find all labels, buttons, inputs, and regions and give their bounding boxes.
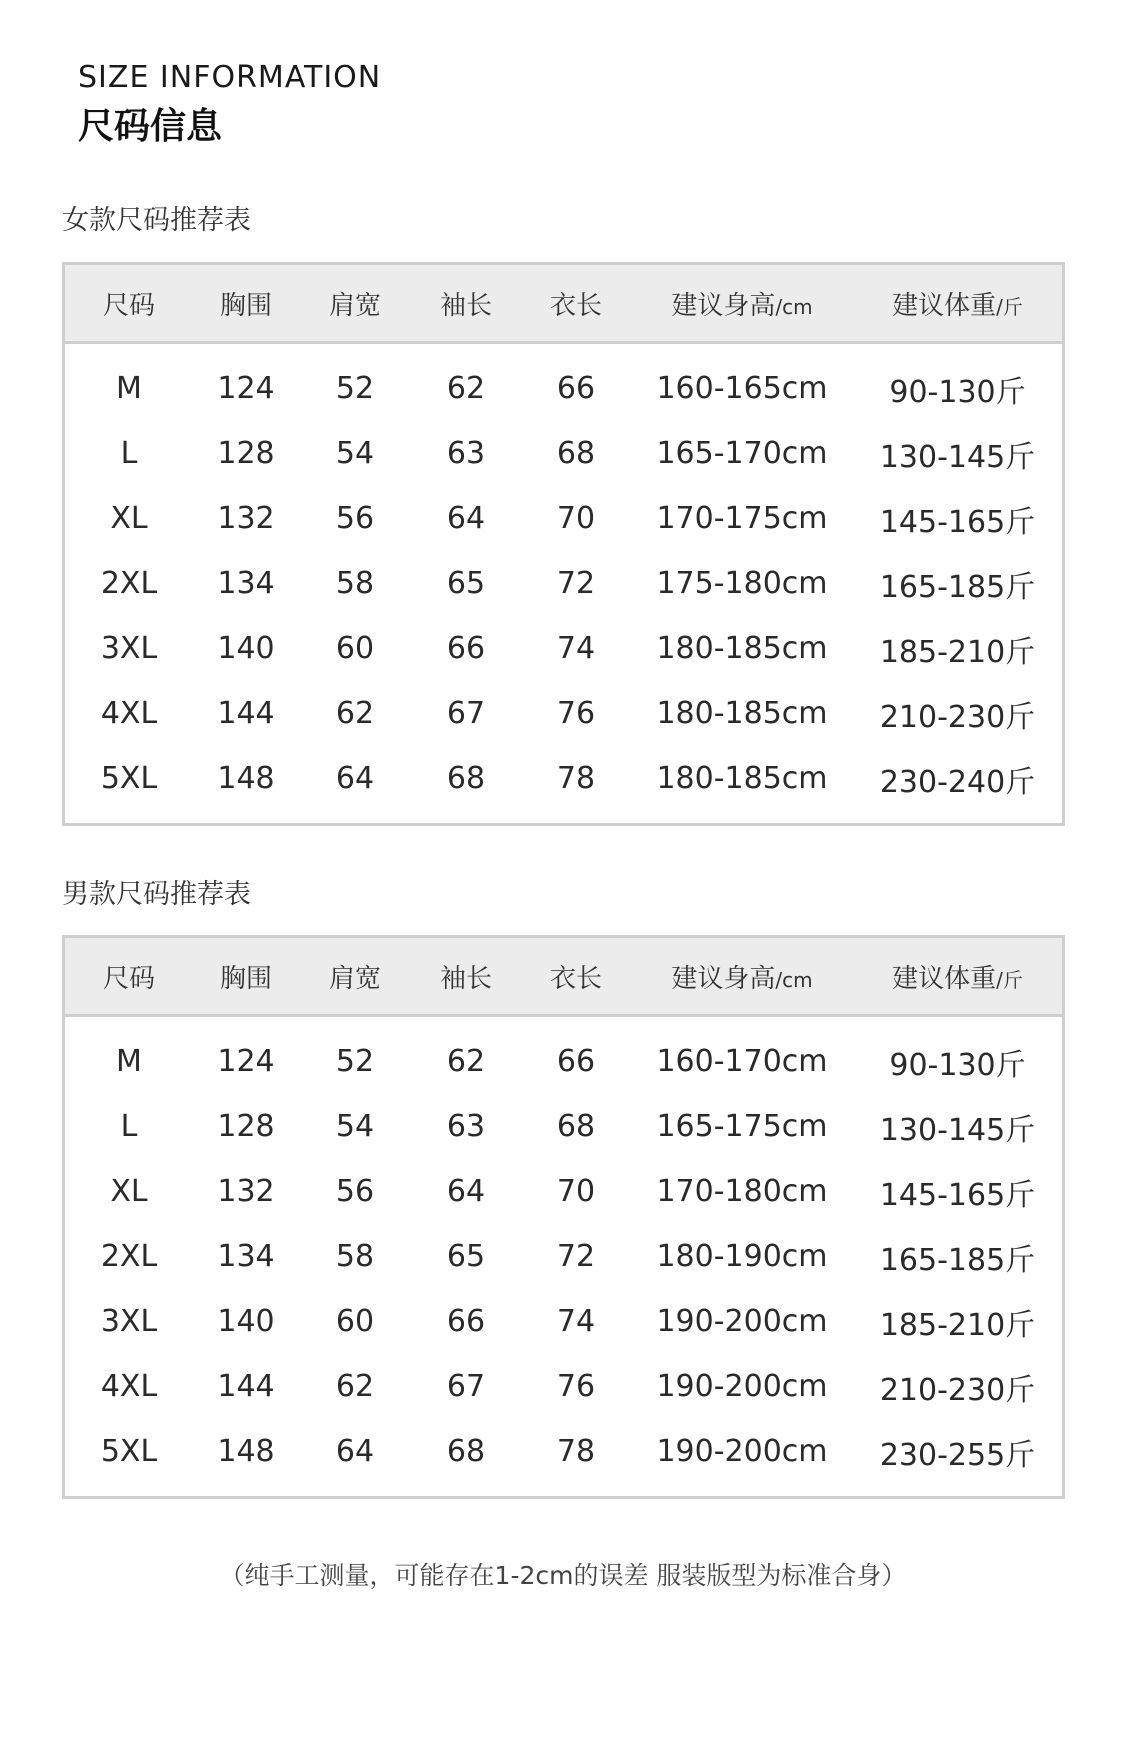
sleeve-cell: 66	[446, 631, 486, 666]
size-cell: L	[120, 1109, 138, 1144]
shoulder-cell: 52	[335, 1044, 375, 1079]
size-cell: 3XL	[100, 631, 158, 666]
table-row	[65, 1094, 1062, 1159]
weight-cell: 90-130斤	[889, 374, 1026, 410]
shoulder-cell: 62	[335, 696, 375, 731]
length-cell: 70	[556, 501, 596, 536]
size-cell: 2XL	[100, 1239, 158, 1274]
table-row	[65, 421, 1062, 486]
table-row	[65, 746, 1062, 811]
col-header-weight-label: 建议体重	[892, 290, 997, 321]
table-row	[65, 356, 1062, 421]
men-size-table	[62, 935, 1065, 1499]
height-cell: 160-165cm	[656, 371, 828, 406]
col-header-weight-label: 建议体重	[892, 963, 997, 994]
height-cell: 170-175cm	[656, 501, 828, 536]
height-cell: 180-185cm	[656, 696, 828, 731]
height-cell: 160-170cm	[656, 1044, 828, 1079]
chest-cell: 140	[217, 631, 275, 666]
height-cell: 190-200cm	[656, 1304, 828, 1339]
height-cell: 180-190cm	[656, 1239, 828, 1274]
weight-cell: 130-145斤	[879, 1112, 1036, 1148]
col-header-shoulder: 肩宽	[328, 963, 381, 994]
size-cell: XL	[110, 501, 148, 536]
sleeve-cell: 65	[446, 1239, 486, 1274]
col-header-weight	[853, 285, 1062, 322]
table-row	[65, 551, 1062, 616]
sleeve-cell: 68	[446, 1434, 486, 1469]
table-body	[65, 344, 1062, 823]
col-header-size: 尺码	[102, 290, 155, 321]
sleeve-cell: 62	[446, 371, 486, 406]
sleeve-cell: 62	[446, 1044, 486, 1079]
weight-cell: 210-230斤	[879, 1372, 1036, 1408]
shoulder-cell: 56	[335, 501, 375, 536]
col-header-length: 衣长	[549, 963, 602, 994]
chest-cell: 132	[217, 1174, 275, 1209]
col-header-weight	[853, 958, 1062, 995]
women-size-table	[62, 262, 1065, 826]
shoulder-cell: 54	[335, 1109, 375, 1144]
length-cell: 74	[556, 631, 596, 666]
col-header-height	[631, 958, 853, 995]
chest-cell: 134	[217, 566, 275, 601]
table-row	[65, 681, 1062, 746]
length-cell: 66	[556, 371, 596, 406]
size-cell: 4XL	[100, 1369, 158, 1404]
size-cell: 4XL	[100, 696, 158, 731]
chest-cell: 144	[217, 1369, 275, 1404]
table-header-row	[65, 265, 1062, 344]
table-row	[65, 1224, 1062, 1289]
shoulder-cell: 56	[335, 1174, 375, 1209]
weight-cell: 185-210斤	[879, 1307, 1036, 1343]
col-header-height-label: 建议身高	[671, 290, 776, 321]
shoulder-cell: 64	[335, 761, 375, 796]
chest-cell: 128	[217, 436, 275, 471]
height-cell: 180-185cm	[656, 761, 828, 796]
size-info-heading-en: SIZE INFORMATION	[78, 60, 382, 95]
col-header-sleeve: 袖长	[439, 290, 492, 321]
length-cell: 68	[556, 436, 596, 471]
length-cell: 78	[556, 761, 596, 796]
sleeve-cell: 67	[446, 1369, 486, 1404]
length-cell: 76	[556, 696, 596, 731]
sleeve-cell: 64	[446, 501, 486, 536]
length-cell: 76	[556, 1369, 596, 1404]
table-body	[65, 1017, 1062, 1496]
weight-cell: 210-230斤	[879, 699, 1036, 735]
size-cell: M	[116, 371, 142, 406]
height-cell: 190-200cm	[656, 1434, 828, 1469]
col-header-height	[631, 285, 853, 322]
col-header-height-label: 建议身高	[671, 963, 776, 994]
shoulder-cell: 60	[335, 631, 375, 666]
shoulder-cell: 52	[335, 371, 375, 406]
shoulder-cell: 54	[335, 436, 375, 471]
chest-cell: 148	[217, 1434, 275, 1469]
chest-cell: 148	[217, 761, 275, 796]
shoulder-cell: 64	[335, 1434, 375, 1469]
shoulder-cell: 60	[335, 1304, 375, 1339]
measurement-footnote: （纯手工测量，可能存在1-2cm的误差 服装版型为标准合身）	[219, 1561, 907, 1590]
length-cell: 72	[556, 1239, 596, 1274]
weight-cell: 165-185斤	[879, 569, 1036, 605]
sleeve-cell: 67	[446, 696, 486, 731]
shoulder-cell: 62	[335, 1369, 375, 1404]
col-header-weight-unit: /斤	[996, 294, 1023, 319]
table-row	[65, 1289, 1062, 1354]
col-header-sleeve: 袖长	[439, 963, 492, 994]
weight-cell: 230-255斤	[879, 1437, 1036, 1473]
table-row	[65, 1029, 1062, 1094]
col-header-chest: 胸围	[219, 963, 272, 994]
table-row	[65, 1159, 1062, 1224]
length-cell: 66	[556, 1044, 596, 1079]
height-cell: 170-180cm	[656, 1174, 828, 1209]
length-cell: 70	[556, 1174, 596, 1209]
weight-cell: 145-165斤	[879, 504, 1036, 540]
table-row	[65, 486, 1062, 551]
table-header-row	[65, 938, 1062, 1017]
sleeve-cell: 68	[446, 761, 486, 796]
chest-cell: 124	[217, 371, 275, 406]
sleeve-cell: 63	[446, 436, 486, 471]
col-header-height-unit: /cm	[775, 294, 813, 319]
shoulder-cell: 58	[335, 566, 375, 601]
weight-cell: 230-240斤	[879, 764, 1036, 800]
height-cell: 165-175cm	[656, 1109, 828, 1144]
chest-cell: 134	[217, 1239, 275, 1274]
size-info-heading-zh: 尺码信息	[78, 106, 223, 147]
sleeve-cell: 65	[446, 566, 486, 601]
col-header-length: 衣长	[549, 290, 602, 321]
length-cell: 78	[556, 1434, 596, 1469]
chest-cell: 124	[217, 1044, 275, 1079]
height-cell: 175-180cm	[656, 566, 828, 601]
women-table-title: 女款尺码推荐表	[62, 205, 251, 236]
weight-cell: 145-165斤	[879, 1177, 1036, 1213]
shoulder-cell: 58	[335, 1239, 375, 1274]
weight-cell: 90-130斤	[889, 1047, 1026, 1083]
size-cell: XL	[110, 1174, 148, 1209]
length-cell: 68	[556, 1109, 596, 1144]
length-cell: 74	[556, 1304, 596, 1339]
sleeve-cell: 66	[446, 1304, 486, 1339]
weight-cell: 165-185斤	[879, 1242, 1036, 1278]
chest-cell: 132	[217, 501, 275, 536]
men-table-title: 男款尺码推荐表	[62, 879, 251, 910]
col-header-weight-unit: /斤	[996, 967, 1023, 992]
sleeve-cell: 63	[446, 1109, 486, 1144]
size-cell: 2XL	[100, 566, 158, 601]
weight-cell: 130-145斤	[879, 439, 1036, 475]
table-row	[65, 1419, 1062, 1484]
weight-cell: 185-210斤	[879, 634, 1036, 670]
chest-cell: 128	[217, 1109, 275, 1144]
size-cell: 5XL	[100, 761, 158, 796]
size-cell: L	[120, 436, 138, 471]
col-header-chest: 胸围	[219, 290, 272, 321]
col-header-size: 尺码	[102, 963, 155, 994]
height-cell: 180-185cm	[656, 631, 828, 666]
size-cell: M	[116, 1044, 142, 1079]
table-row	[65, 616, 1062, 681]
col-header-shoulder: 肩宽	[328, 290, 381, 321]
sleeve-cell: 64	[446, 1174, 486, 1209]
size-cell: 3XL	[100, 1304, 158, 1339]
height-cell: 190-200cm	[656, 1369, 828, 1404]
size-cell: 5XL	[100, 1434, 158, 1469]
length-cell: 72	[556, 566, 596, 601]
chest-cell: 144	[217, 696, 275, 731]
col-header-height-unit: /cm	[775, 967, 813, 992]
table-row	[65, 1354, 1062, 1419]
height-cell: 165-170cm	[656, 436, 828, 471]
chest-cell: 140	[217, 1304, 275, 1339]
